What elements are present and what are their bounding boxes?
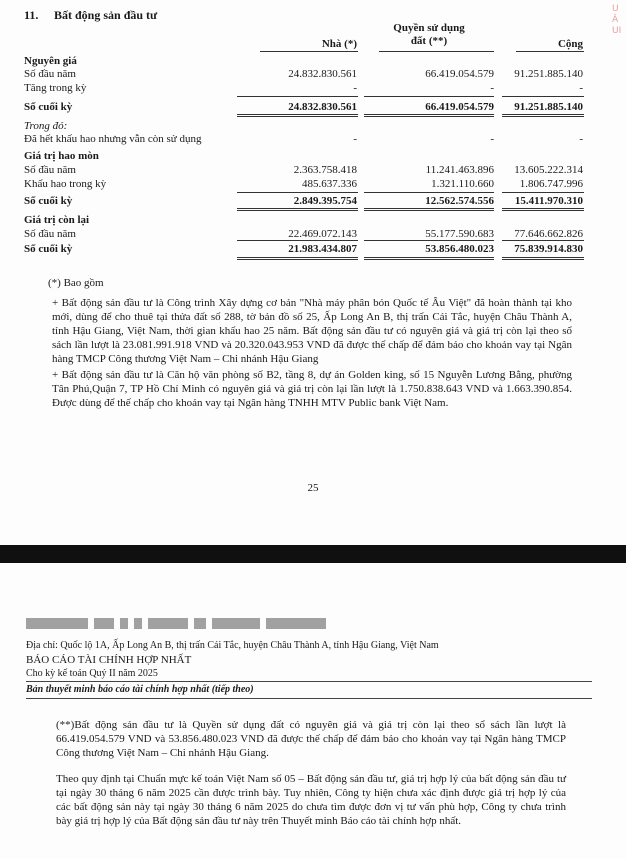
row-label: Giá trị hao mòn [24,150,99,162]
cell-land: 11.241.463.896 [425,164,494,176]
row-label: Số đầu năm [24,228,76,240]
total-double-rule [237,114,358,117]
cell-land: 12.562.574.556 [425,195,494,207]
table-row [24,120,568,132]
page-separator [0,545,626,563]
notes-title: Bản thuyết minh báo cáo tài chính hợp nhất (tiếp theo) [26,684,254,695]
total-double-rule [502,257,584,260]
header-total: Cộng [557,38,583,50]
header-rule [260,51,358,52]
table-row-total [24,101,583,113]
row-label: Số cuối kỳ [24,243,73,255]
report-period: Cho kỳ kế toán Quý II năm 2025 [26,668,158,679]
cell-house: 21.983.434.807 [288,243,357,255]
section-title: Bất động sản đầu tư [54,8,158,22]
cell-land: - [490,133,494,145]
table-header-row [24,38,583,50]
cell-total: 13.605.222.314 [514,164,583,176]
header-rule [26,681,592,682]
footnotes [48,276,572,410]
table-row [24,150,568,162]
row-label: Khấu hao trong kỳ [24,178,107,190]
table-row [24,133,583,145]
cell-total: 15.411.970.310 [514,195,583,207]
row-label: Tăng trong kỳ [24,82,87,94]
cell-house: 24.832.830.561 [288,68,357,80]
table-row [24,228,583,240]
page-number: 25 [307,482,319,494]
table-row [24,55,568,67]
row-label: Số đầu năm [24,164,76,176]
page-edge-mark: U Â UI [612,4,622,36]
subtotal-rule [364,240,494,241]
subtotal-rule [502,96,584,97]
subtotal-rule [237,96,358,97]
cell-land: 53.856.480.023 [425,243,494,255]
row-label: Số cuối kỳ [24,195,73,207]
document-page-continued [0,563,626,859]
total-double-rule [502,114,584,117]
header-col2-line1: Quyền sử dụng [393,22,465,34]
section-number: 11. [24,8,39,22]
table-row [24,214,568,226]
table-row [24,68,583,80]
note-paragraph-land: (**)Bất động sản đầu tư là Quyền sử dụng đất có nguyên giá và giá trị còn lại theo sổ sách lần lượt là 66.419.054.579 VND và 53.856.480.023 VND đã được thế chấp để đảm bảo cho khoản vay tại Ngân hàng TMCP Công thương Việt Nam – Chi nhánh Hậu Giang. [56,719,566,759]
cell-total: - [579,133,583,145]
header-col2-line2: đất (**) [410,35,448,47]
subtotal-rule [502,240,584,241]
header-rule [379,51,494,52]
subtotal-rule [237,240,358,241]
cell-land: - [490,82,494,94]
report-title: BÁO CÁO TÀI CHÍNH HỢP NHẤT [26,654,192,666]
total-double-rule [364,114,494,117]
table-row [24,164,583,176]
cell-house: 24.832.830.561 [288,101,357,113]
subtotal-rule [502,192,584,193]
table-row [24,82,583,94]
header-house: Nhà (*) [321,38,357,50]
table-row-total [24,195,583,207]
cell-house: - [353,82,357,94]
redacted-company-name [26,618,326,630]
row-label: Đã hết khấu hao nhưng vẫn còn sử dụng [24,133,202,145]
subtotal-rule [364,192,494,193]
cell-total: 1.806.747.996 [519,178,583,190]
header-rule [26,698,592,699]
row-label: Trong đó: [24,120,68,132]
cell-house: 485.637.336 [302,178,357,190]
total-double-rule [502,208,584,211]
cell-house: 2.849.395.754 [293,195,357,207]
note-paragraph-2: + Bất động sản đầu tư là Căn hộ văn phòng số B2, tầng 8, dự án Golden king, số 15 Nguyễn Lương Bằng, phường Tân Phú,Quận 7, TP Hồ Chí Minh có nguyên giá và giá trị còn lại lần lượt là 1.750.838.643 VND và 1.663.390.854. Được dùng để thế chấp cho khoản vay tại Ngân hàng TNHH MTV Public bank Việt Nam. [52,369,572,409]
subtotal-rule [237,192,358,193]
cell-land: 66.419.054.579 [425,101,494,113]
section-heading [24,8,157,23]
total-double-rule [237,257,358,260]
subtotal-rule [364,96,494,97]
cell-total: 77.646.662.826 [514,228,583,240]
header-rule [516,51,584,52]
notes-body [56,718,566,840]
cell-total: 91.251.885.140 [514,68,583,80]
cell-house: 22.469.072.143 [288,228,357,240]
table-row [24,178,583,190]
cell-total: 75.839.914.830 [514,243,583,255]
company-address: Địa chỉ: Quốc lộ 1A, Ấp Long An B, thị trấn Cái Tắc, huyện Châu Thành A, tỉnh Hậu Giang, Việt Nam [26,640,439,651]
cell-total: - [579,82,583,94]
row-label: Nguyên giá [24,55,77,67]
cell-total: 91.251.885.140 [514,101,583,113]
cell-land: 55.177.590.683 [425,228,494,240]
row-label: Số đầu năm [24,68,76,80]
note-paragraph-fair-value: Theo quy định tại Chuẩn mực kế toán Việt Nam số 05 – Bất động sản đầu tư, giá trị hợp lý của bất động sản đầu tư tại ngày 30 tháng 6 năm 2025 cần được trình bày. Tuy nhiên, Công ty hiện chưa xác định được giá trị hợp lý của các bất động sản này tại ngày 30 tháng 6 năm 2025 do chưa tìm được đơn vị tư vấn phù hợp, Công ty chưa trình bày giá trị hợp lý của Bất động sản đầu tư này trên Thuyết minh Báo cáo tài chính hợp nhất. [56,773,566,827]
note-star: (*) Bao gồm [48,277,104,289]
note-paragraph-1: + Bất động sản đầu tư là Công trình Xây dựng cơ bản "Nhà máy phân bón Quốc tế Âu Việt" đã hoàn thành tại kho mới, dùng để cho thuê tại thửa đất số 288, tờ bản đồ số 25, Ấp Long An B, thị trấn Cái Tắc, huyện Châu Thành A, tỉnh Hậu Giang, Việt Nam, thời gian khấu hao 25 năm. Bất động sản đầu tư có nguyên giá và giá trị còn lại theo sổ sách lần lượt là 23.081.991.918 VND và 20.320.043.953 VND đã được thế chấp để đảm bảo cho khoản vay tại Ngân hàng TMCP Công thương Việt Nam – Chi nhánh Hậu Giang [52,297,572,365]
total-double-rule [237,208,358,211]
cell-house: - [353,133,357,145]
row-label: Số cuối kỳ [24,101,73,113]
table-row-total [24,243,583,255]
total-double-rule [364,257,494,260]
cell-land: 1.321.110.660 [431,178,494,190]
cell-land: 66.419.054.579 [425,68,494,80]
cell-house: 2.363.758.418 [293,164,357,176]
total-double-rule [364,208,494,211]
row-label: Giá trị còn lại [24,214,90,226]
